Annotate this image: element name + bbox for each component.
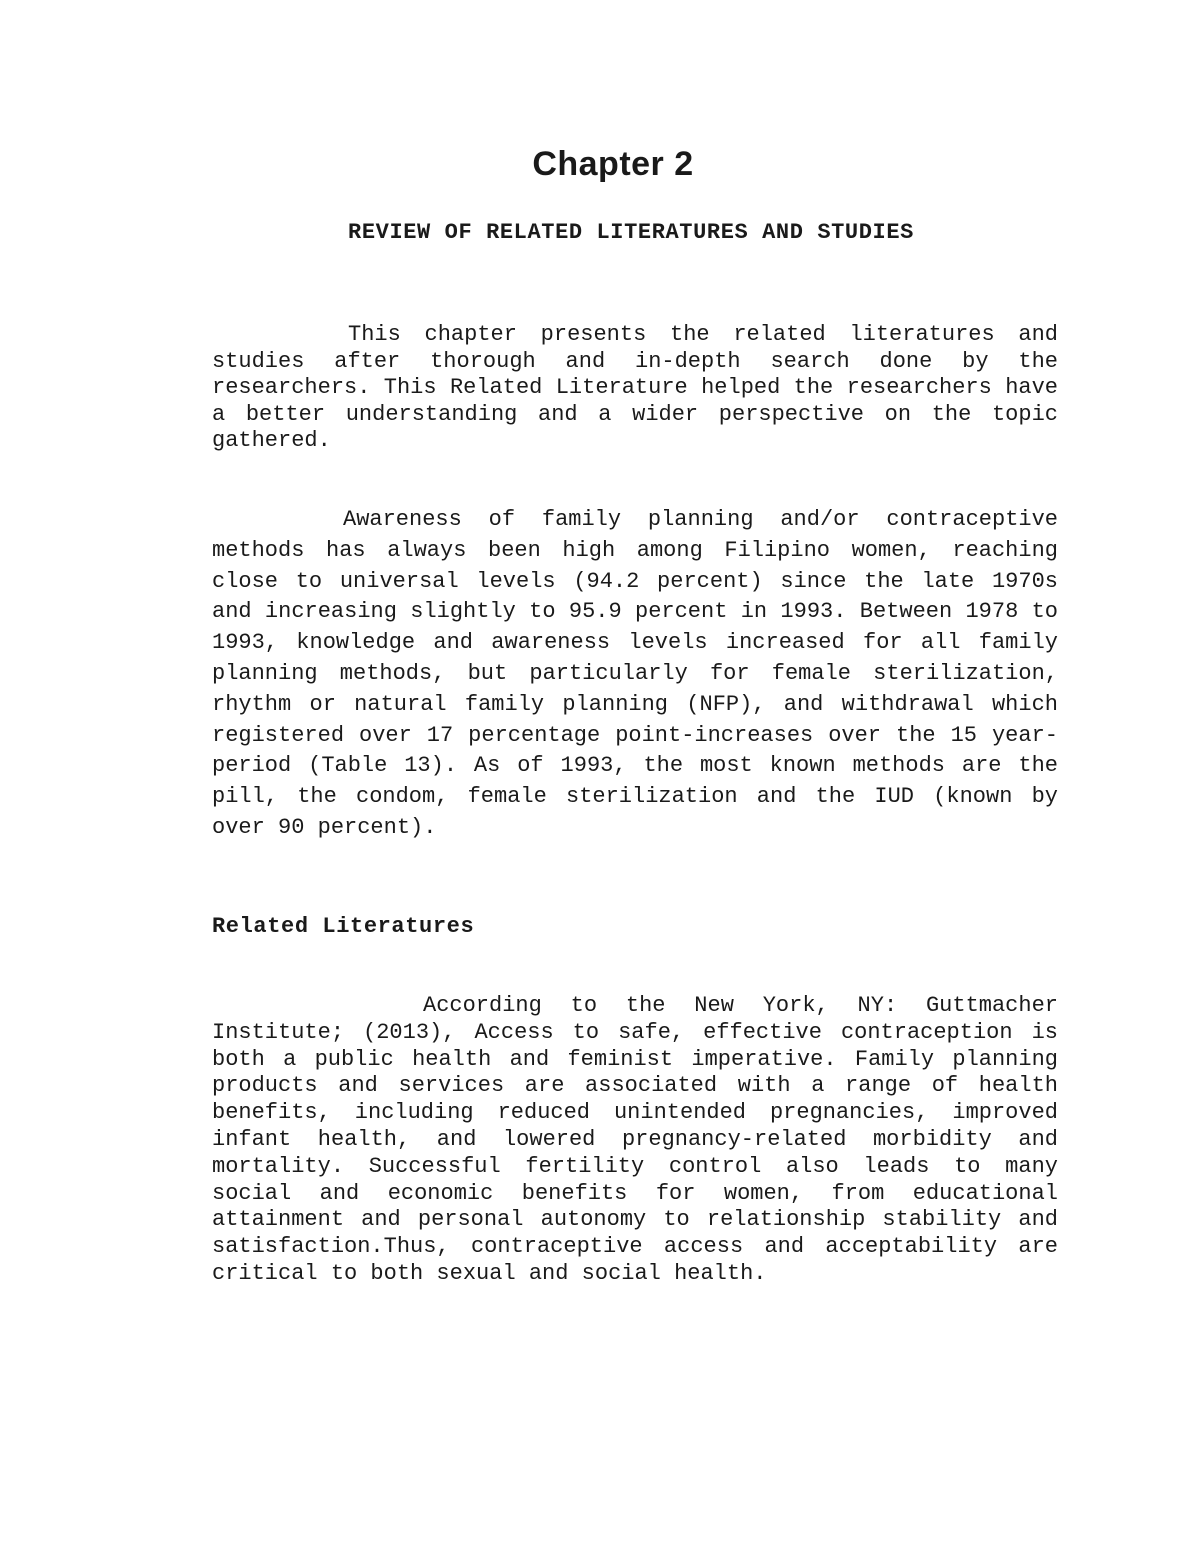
guttmacher-paragraph: According to the New York, NY: Guttmacher Institute; (2013), Access to safe, effective contraception is both a public health and feminist imperative. Family planning products and services are associated with a range of health benefits, including reduced unintended pregnancies, improved infant health, and lowered pregnancy-related morbidity and mortality. Successful fertility control also leads to many social and economic benefits for women, from educational attainment and personal autonomy to relationship stability and satisfaction.Thus, contraceptive access and acceptability are critical to both sexual and social health. bbox=[212, 993, 1058, 1286]
chapter-title: Chapter 2 bbox=[532, 145, 694, 183]
intro-paragraph: This chapter presents the related literatures and studies after thorough and in-depth search done by the researchers. This Related Literature helped the researchers have a better understanding and a wider perspective on the topic gathered. bbox=[212, 322, 1058, 453]
section-title: REVIEW OF RELATED LITERATURES AND STUDIES bbox=[348, 220, 914, 245]
related-literatures-heading: Related Literatures bbox=[212, 914, 475, 939]
awareness-paragraph: Awareness of family planning and/or contraceptive methods has always been high among Filipino women, reaching close to universal levels (94.2 percent) since the late 1970s and increasing slightly to 95.9 percent in 1993. Between 1978 to 1993, knowledge and awareness levels increased for all family planning methods, but particularly for female sterilization, rhythm or natural family planning (NFP), and withdrawal which registered over 17 percentage point-increases over the 15 year-period (Table 13). As of 1993, the most known methods are the pill, the condom, female sterilization and the IUD (known by over 90 percent). bbox=[212, 507, 1058, 840]
